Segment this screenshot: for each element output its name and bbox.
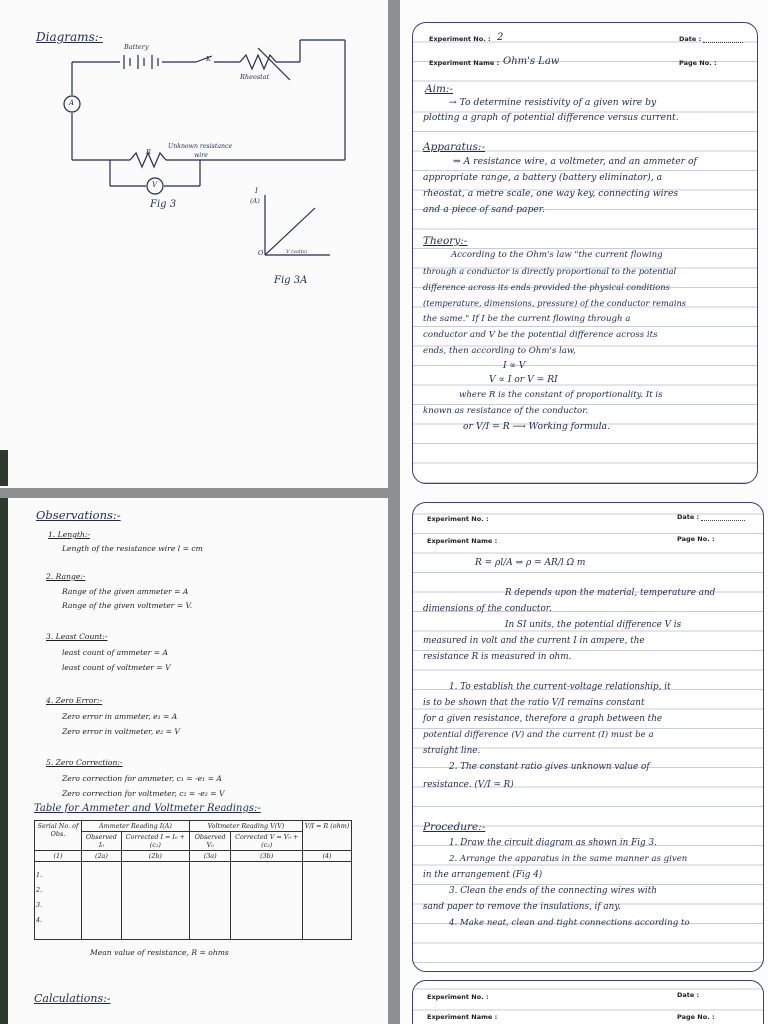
- page-no-label: Page No. :: [677, 535, 715, 543]
- ammeter-observed-header: Observed I₀: [82, 832, 122, 851]
- least-count-voltmeter: least count of voltmeter = V: [62, 663, 171, 672]
- theory-equation: V ∝ I or V = RI: [489, 374, 558, 385]
- apparatus-line: rheostat, a metre scale, one way key, connecting wires: [423, 188, 679, 199]
- theory-line: known as resistance of the conductor.: [423, 406, 589, 416]
- page-no-label: Page No. :: [677, 1013, 715, 1021]
- body-line: 2. The constant ratio gives unknown value of: [449, 762, 650, 772]
- zero-error-heading: 4. Zero Error:-: [46, 696, 103, 705]
- procedure-line: sand paper to remove the insulations, if any.: [423, 902, 621, 912]
- serial-number: 1.: [36, 871, 43, 879]
- procedure-line: in the arrangement (Fig 4): [423, 870, 543, 880]
- circuit-diagram: [0, 0, 388, 488]
- col-number: (2b): [121, 851, 189, 862]
- serial-number: 3.: [36, 901, 43, 909]
- ratio-header: V/I = R (ohm): [303, 821, 352, 851]
- zero-error-ammeter: Zero error in ammeter, e₁ = A: [62, 712, 178, 721]
- table-header-row: [35, 821, 352, 832]
- graph-origin: O: [258, 249, 264, 257]
- graph-y-unit: (A): [250, 197, 260, 205]
- col-number: (1): [35, 851, 82, 862]
- working-formula: or V/I = R ⟶ Working formula.: [463, 421, 610, 432]
- table-cell: [189, 862, 230, 940]
- serial-header: Serial No. of Obs.: [35, 821, 82, 851]
- serial-number: 2.: [36, 886, 43, 894]
- battery-label: Battery: [124, 43, 149, 51]
- experiment-name-label: Experiment Name :: [427, 537, 498, 545]
- procedure-page: [400, 498, 768, 1024]
- ammeter-label: A: [69, 99, 75, 107]
- diagrams-page: [0, 0, 388, 488]
- graph-y-label: I: [255, 187, 258, 195]
- calculations-heading: Calculations:-: [34, 992, 111, 1005]
- theory-heading: Theory:-: [423, 235, 468, 247]
- col-number: (2a): [82, 851, 122, 862]
- diagrams-heading: Diagrams:-: [36, 30, 103, 44]
- voltmeter-observed-header: Observed V₀: [189, 832, 230, 851]
- col-number: (3a): [189, 851, 230, 862]
- theory-line: difference across its ends provided the physical conditions: [423, 282, 670, 292]
- theory-line: where R is the constant of proportionality. It is: [459, 390, 663, 400]
- apparatus-heading: Apparatus:-: [423, 141, 486, 153]
- theory-line: through a conductor is directly proportional to the potential: [423, 266, 677, 276]
- zero-correction-ammeter: Zero correction for ammeter, c₁ = -e₁ = A: [62, 774, 222, 783]
- table-heading: Table for Ammeter and Voltmeter Readings:-: [34, 803, 261, 814]
- binding-strip: [0, 450, 8, 486]
- procedure-heading: Procedure:-: [423, 821, 486, 833]
- body-line: In SI units, the potential difference V is: [505, 620, 682, 630]
- body-line: dimensions of the conductor.: [423, 604, 552, 614]
- date-label: Date :: [677, 513, 700, 521]
- theory-equation: I ∝ V: [503, 360, 526, 371]
- table-row: [35, 862, 352, 940]
- body-line: is to be shown that the ratio V/I remains constant: [423, 698, 645, 708]
- experiment-no-label: Experiment No. :: [427, 993, 489, 1001]
- range-ammeter: Range of the given ammeter = A: [62, 587, 189, 596]
- apparatus-line: and a piece of sand paper.: [423, 204, 546, 215]
- key-label: K: [206, 55, 211, 63]
- body-line: resistance R is measured in ohm.: [423, 652, 572, 662]
- theory-line: (temperature, dimensions, pressure) of the conductor remains: [423, 298, 687, 308]
- theory-line: conductor and V be the potential difference across its: [423, 330, 658, 340]
- body-line: R depends upon the material, temperature and: [505, 588, 716, 598]
- page-no-label: Page No. :: [679, 59, 717, 67]
- observations-heading: Observations:-: [36, 508, 121, 522]
- experiment-no-label: Experiment No. :: [427, 515, 489, 523]
- col-number: (3b): [231, 851, 303, 862]
- experiment-name-value: Ohm's Law: [503, 56, 560, 67]
- procedure-line: 3. Clean the ends of the connecting wires with: [449, 886, 657, 896]
- body-line: potential difference (V) and the current (I) must be a: [423, 730, 654, 740]
- apparatus-line: ⇒ A resistance wire, a voltmeter, and an ammeter of: [453, 156, 697, 167]
- table-cell: [82, 862, 122, 940]
- theory-page: [400, 0, 768, 500]
- unknown-resistance-label: Unknown resistance: [168, 143, 233, 150]
- apparatus-line: appropriate range, a battery (battery eliminator), a: [423, 172, 663, 183]
- aim-line: plotting a graph of potential difference versus current.: [423, 112, 679, 123]
- ammeter-header: Ammeter Reading I(A): [82, 821, 190, 832]
- date-underline: [703, 42, 743, 43]
- experiment-name-label: Experiment Name :: [429, 59, 500, 67]
- body-line: straight line.: [423, 746, 481, 756]
- voltmeter-corrected-header: Corrected V = V₀ + (c₂): [231, 832, 303, 851]
- zero-correction-voltmeter: Zero correction for voltmeter, c₂ = -e₂ = V: [62, 789, 225, 798]
- theory-line: ends, then according to Ohm's law,: [423, 346, 576, 356]
- next-notebook-card: [412, 980, 764, 1024]
- date-underline: [701, 520, 745, 521]
- mean-resistance-line: Mean value of resistance, R = ohms: [90, 948, 229, 957]
- serial-number: 4.: [36, 916, 43, 924]
- wire-label: wire: [194, 152, 208, 159]
- graph-x-label: V (volts): [286, 249, 308, 255]
- fig3-caption: Fig 3: [150, 199, 177, 210]
- col-number: (4): [303, 851, 352, 862]
- date-label: Date :: [677, 991, 700, 999]
- body-line: resistance. (V/I = R): [423, 780, 514, 790]
- notebook-card: [412, 502, 764, 972]
- range-voltmeter: Range of the given voltmeter = V.: [62, 601, 193, 610]
- rheostat-label: Rheostat: [240, 73, 270, 81]
- least-count-heading: 3. Least Count:-: [46, 632, 108, 641]
- table-cell: [121, 862, 189, 940]
- theory-line: According to the Ohm's law "the current flowing: [451, 250, 663, 260]
- ammeter-corrected-header: Corrected I = I₀ + (c₁): [121, 832, 189, 851]
- procedure-line: 2. Arrange the apparatus in the same manner as given: [449, 854, 688, 864]
- procedure-line: 4. Make neat, clean and tight connections according to: [449, 918, 690, 928]
- aim-line: → To determine resistivity of a given wire by: [449, 97, 657, 108]
- experiment-no-label: Experiment No. :: [429, 35, 491, 43]
- theory-line: the same." If I be the current flowing through a: [423, 314, 631, 324]
- least-count-ammeter: least count of ammeter = A: [62, 648, 168, 657]
- voltmeter-label: V: [152, 181, 158, 189]
- experiment-no-value: 2: [497, 32, 504, 43]
- serial-cell: [35, 862, 82, 940]
- procedure-line: 1. Draw the circuit diagram as shown in Fig 3.: [449, 838, 657, 848]
- body-line: measured in volt and the current I in ampere, the: [423, 636, 645, 646]
- voltmeter-header: Voltmeter Reading V(V): [189, 821, 302, 832]
- fig3a-caption: Fig 3A: [274, 275, 308, 286]
- resistance-label: R: [146, 148, 151, 156]
- date-label: Date :: [679, 35, 702, 43]
- length-heading: 1. Length:-: [48, 530, 91, 539]
- observations-page: [0, 498, 388, 1024]
- zero-correction-heading: 5. Zero Correction:-: [46, 758, 123, 767]
- zero-error-voltmeter: Zero error in voltmeter, e₂ = V: [62, 727, 180, 736]
- body-line: for a given resistance, therefore a graph between the: [423, 714, 663, 724]
- experiment-name-label: Experiment Name :: [427, 1013, 498, 1021]
- readings-table: [34, 820, 352, 940]
- range-heading: 2. Range:-: [46, 572, 86, 581]
- body-line: 1. To establish the current-voltage relationship, it: [449, 682, 671, 692]
- aim-heading: Aim:-: [425, 83, 453, 95]
- notebook-card: [412, 22, 758, 484]
- resistivity-formula: R = ρl/A ⇒ ρ = AR/l Ω m: [475, 558, 586, 568]
- table-cell: [231, 862, 303, 940]
- binding-strip: [0, 498, 8, 1024]
- length-line: Length of the resistance wire l = cm: [62, 544, 203, 553]
- column-number-row: [35, 851, 352, 862]
- table-cell: [303, 862, 352, 940]
